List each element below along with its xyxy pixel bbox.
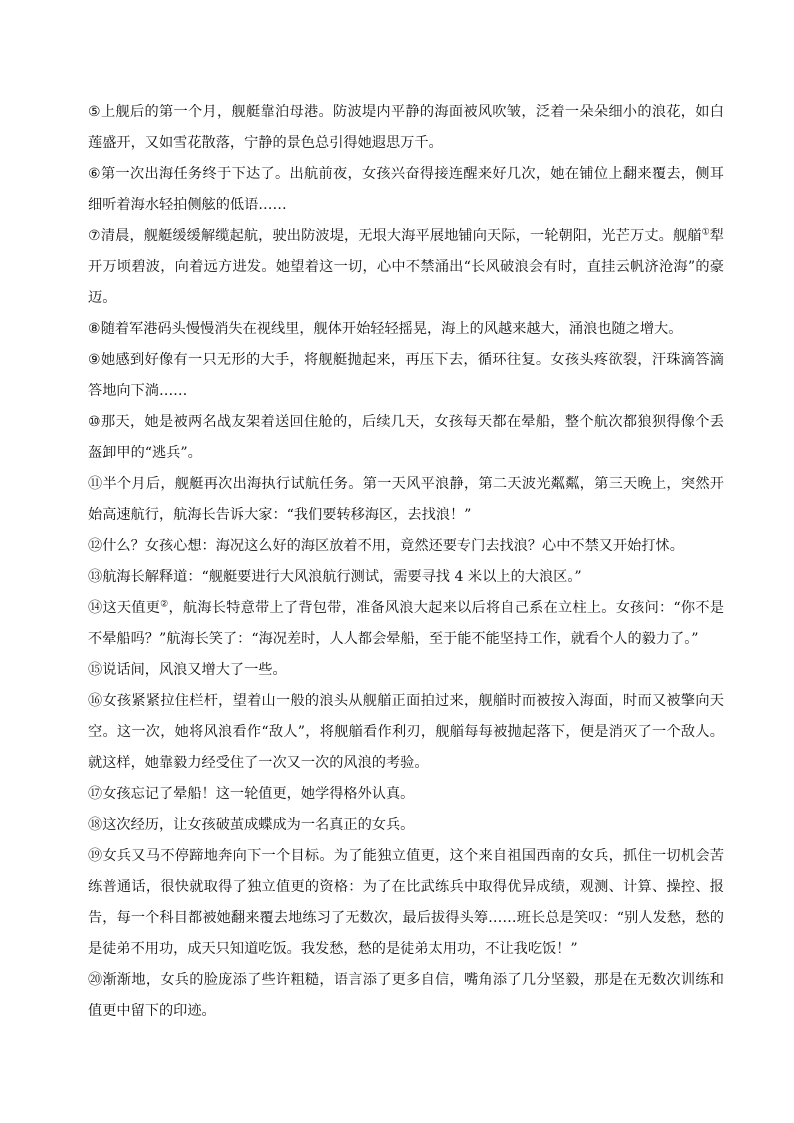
paragraph-number: ⑪ <box>88 476 103 492</box>
footnote-marker: ① <box>701 227 710 238</box>
paragraph-text: 第一次出海任务终于下达了。出航前夜，女孩兴奋得接连醒来好几次，她在铺位上翻来覆去，侧耳细听着海水轻拍侧舷的低语…… <box>88 166 724 213</box>
paragraph-text: 那天，她是被两名战友架着送回住舱的，后续几天，女孩每天都在晕船，整个航次都狼狈得像个丢盔卸甲的“逃兵”。 <box>88 414 724 461</box>
paragraph-number: ⑱ <box>88 817 103 833</box>
paragraph-text: 半个月后，舰艇再次出海执行试航任务。第一天风平浪静，第二天波光粼粼，第三天晚上，突然开始高速航行，航海长告诉大家：“我们要转移海区，去找浪！” <box>88 476 724 523</box>
paragraph-number: ⑫ <box>88 538 103 554</box>
paragraph-text: 她感到好像有一只无形的大手，将舰艇抛起来，再压下去，循环往复。女孩头疼欲裂，汗珠滴答滴答地向下淌…… <box>88 352 724 399</box>
paragraph-text-continued: ，航海长特意带上了背包带，准备风浪大起来以后将自己系在立柱上。女孩问：“你不是不晕船吗？”航海长笑了：“海况差时，人人都会晕船，至于能不能坚持工作，就看个人的毅力了。” <box>88 600 724 647</box>
paragraph-text: 渐渐地，女兵的脸庞添了些许粗糙，语言添了更多自信，嘴角添了几分坚毅，那是在无数次训练和值更中留下的印迹。 <box>88 972 724 1019</box>
paragraph-number: ⑩ <box>88 414 101 430</box>
paragraph-text: 什么？女孩心想：海况这么好的海区放着不用，竟然还要专门去找浪？心中不禁又开始打怵。 <box>102 538 684 554</box>
paragraph-number: ⑯ <box>88 693 103 709</box>
paragraph-14 <box>88 593 724 655</box>
paragraph-text: 航海长解释道：“舰艇要进行大风浪航行测试，需要寻找 4 米以上的大浪区。” <box>102 569 582 585</box>
paragraph-number: ⑭ <box>88 600 103 616</box>
paragraph-number: ⑳ <box>88 972 103 988</box>
paragraph-text: 说话间，风浪又增大了一些。 <box>102 662 287 678</box>
paragraph-7 <box>88 221 724 314</box>
paragraph-text: 上舰后的第一个月，舰艇靠泊母港。防波堤内平静的海面被风吹皱，泛着一朵朵细小的浪花，如白莲盛开，又如雪花散落，宁静的景色总引得她遐思万千。 <box>88 104 724 151</box>
paragraph-text: 随着军港码头慢慢消失在视线里，舰体开始轻轻摇晃，海上的风越来越大，涌浪也随之增大。 <box>100 321 683 337</box>
paragraph-18 <box>88 810 724 841</box>
paragraph-text: 这次经历，让女孩破茧成蝶成为一名真正的女兵。 <box>102 817 415 833</box>
paragraph-9 <box>88 345 724 407</box>
paragraph-15 <box>88 655 724 686</box>
paragraph-16 <box>88 686 724 779</box>
paragraph-11 <box>88 469 724 531</box>
paragraph-20 <box>88 965 724 1027</box>
paragraph-12 <box>88 531 724 562</box>
paragraph-number: ⑰ <box>88 786 103 802</box>
paragraph-19 <box>88 841 724 965</box>
paragraph-5 <box>88 97 724 159</box>
paragraph-number: ⑦ <box>88 228 101 244</box>
paragraph-8 <box>88 314 724 345</box>
article-body <box>88 97 724 1027</box>
paragraph-17 <box>88 779 724 810</box>
paragraph-number: ⑨ <box>88 352 101 368</box>
footnote-marker: ② <box>160 599 169 610</box>
paragraph-text: 女兵又马不停蹄地奔向下一个目标。为了能独立值更，这个来自祖国西南的女兵，抓住一切机会苦练普通话，很快就取得了独立值更的资格：为了在比武练兵中取得优异成绩，观测、计算、操控、报告，每一个科目都被她翻来覆去地练习了无数次，最后拔得头筹……班长总是笑叹：“别人发愁，愁的是徒弟不用功，成天只知道吃饭。我发愁，愁的是徒弟太用功，不让我吃饭！” <box>88 848 724 957</box>
paragraph-number: ⑲ <box>88 848 103 864</box>
paragraph-number: ⑥ <box>88 166 101 182</box>
paragraph-text: 清晨，舰艇缓缓解缆起航，驶出防波堤，无垠大海平展地铺向天际，一轮朝阳，光芒万丈。舰艏 <box>100 228 702 244</box>
paragraph-text: 这天值更 <box>102 600 161 616</box>
paragraph-number: ⑮ <box>88 662 103 678</box>
paragraph-text-continued: 犁开万顷碧波，向着远方进发。她望着这一切，心中不禁涌出“长风破浪会有时，直挂云帆济沧海”的豪迈。 <box>88 228 724 306</box>
paragraph-10 <box>88 407 724 469</box>
paragraph-number: ⑤ <box>88 104 101 120</box>
paragraph-text: 女孩忘记了晕船！这一轮值更，她学得格外认真。 <box>102 786 415 802</box>
paragraph-text: 女孩紧紧拉住栏杆，望着山一般的浪头从舰艏正面拍过来，舰艏时而被按入海面，时而又被擎向天空。这一次，她将风浪看作“敌人”，将舰艏看作利刃，舰艏每每被抛起落下，便是消灭了一个敌人。就这样，她靠毅力经受住了一次又一次的风浪的考验。 <box>88 693 724 771</box>
paragraph-6 <box>88 159 724 221</box>
paragraph-number: ⑧ <box>88 321 101 337</box>
paragraph-number: ⑬ <box>88 569 103 585</box>
paragraph-13 <box>88 562 724 593</box>
